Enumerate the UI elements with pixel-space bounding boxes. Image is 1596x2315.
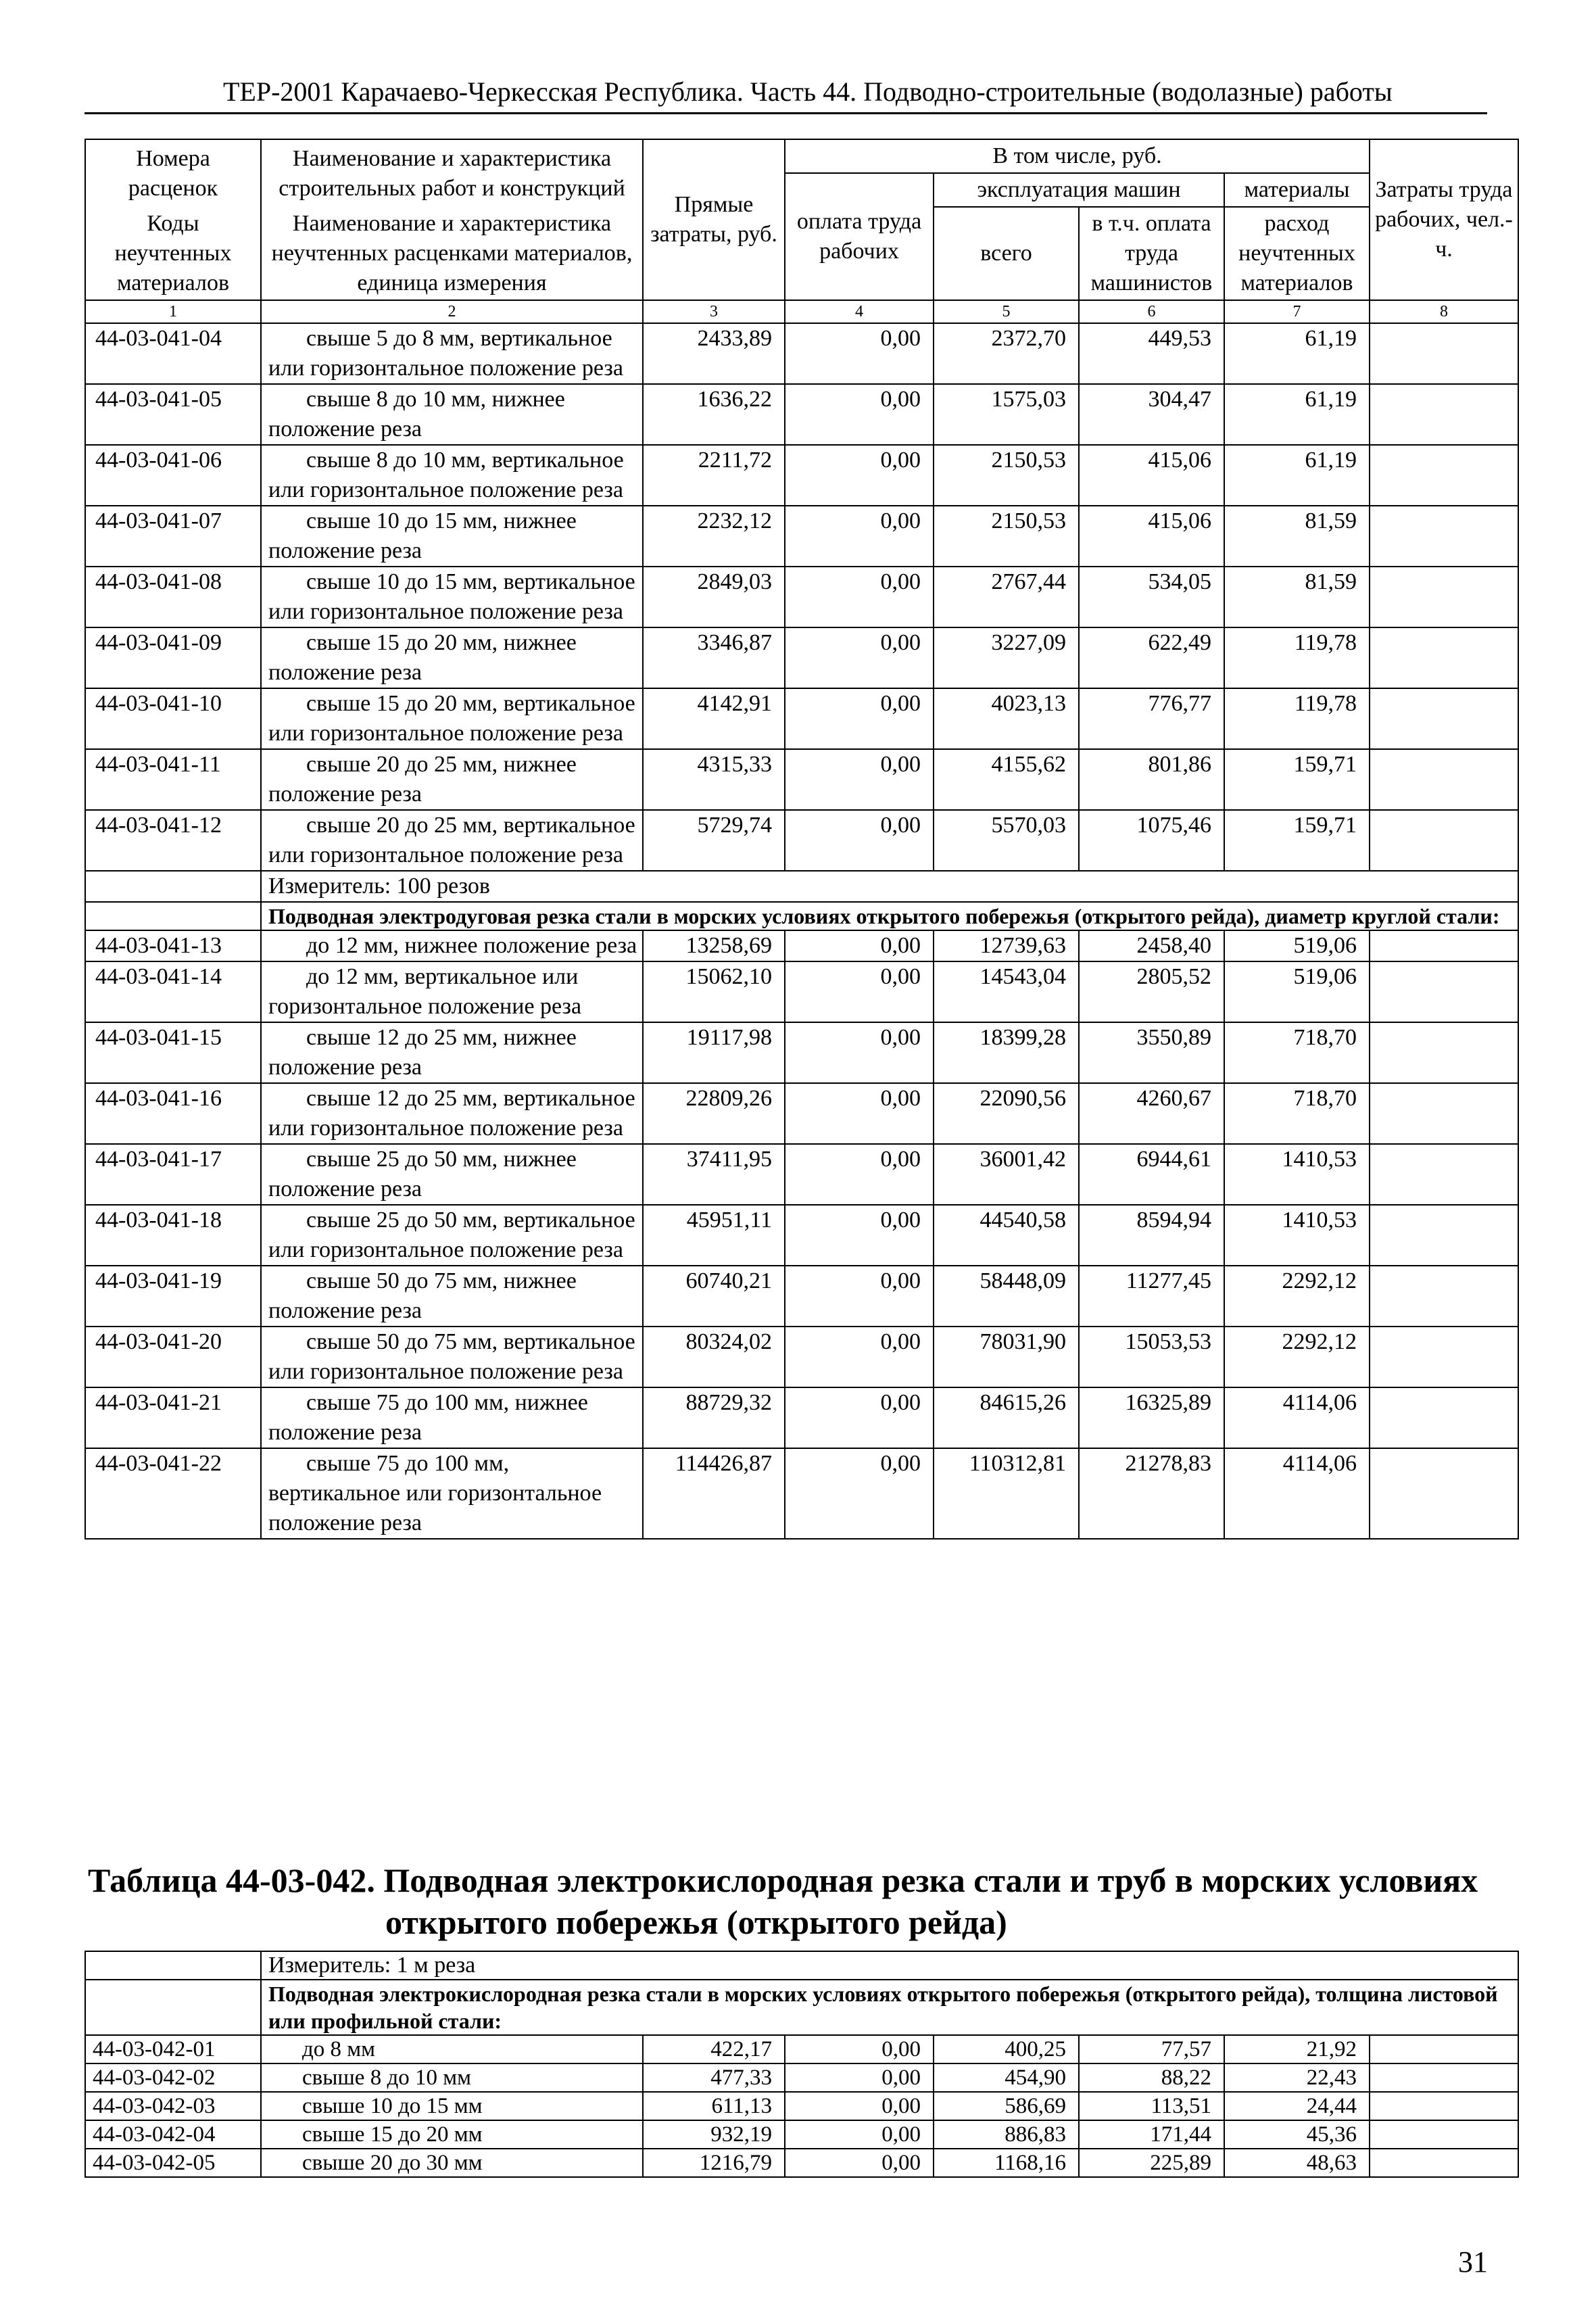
operator-labor-cost: 171,44 <box>1079 2120 1224 2149</box>
labor-hours <box>1370 1083 1518 1144</box>
machine-cost: 3227,09 <box>934 627 1079 688</box>
materials-cost: 61,19 <box>1224 323 1370 384</box>
header-rule <box>84 112 1487 114</box>
machine-cost: 586,69 <box>934 2092 1079 2120</box>
measure-unit-row <box>85 871 1518 902</box>
labor-cost: 0,00 <box>785 1144 934 1205</box>
rate-description: свыше 20 до 30 мм <box>261 2149 643 2177</box>
machine-cost: 22090,56 <box>934 1083 1079 1144</box>
machine-cost: 36001,42 <box>934 1144 1079 1205</box>
table2-title-line2: открытого побережья (открытого рейда) <box>385 1903 1007 1941</box>
operator-labor-cost: 415,06 <box>1079 445 1224 506</box>
labor-cost: 0,00 <box>785 2063 934 2092</box>
materials-cost: 519,06 <box>1224 961 1370 1022</box>
rate-code: 44-03-041-15 <box>85 1022 261 1083</box>
rate-code: 44-03-041-13 <box>85 930 261 961</box>
section-title-row <box>85 1980 1518 2035</box>
materials-cost: 81,59 <box>1224 506 1370 567</box>
operator-labor-cost: 415,06 <box>1079 506 1224 567</box>
rate-description: свыше 8 до 10 мм, вертикальное или горизонтальное положение реза <box>261 445 643 506</box>
operator-labor-cost: 1075,46 <box>1079 810 1224 871</box>
operator-labor-cost: 8594,94 <box>1079 1205 1224 1266</box>
rate-description: свыше 12 до 25 мм, вертикальное или горизонтальное положение реза <box>261 1083 643 1144</box>
operator-labor-cost: 622,49 <box>1079 627 1224 688</box>
labor-cost: 0,00 <box>785 567 934 627</box>
empty-cell <box>85 1951 261 1980</box>
rate-code: 44-03-042-02 <box>85 2063 261 2092</box>
table-row <box>85 2035 1518 2063</box>
table-row <box>85 2120 1518 2149</box>
rate-description: свыше 8 до 10 мм, нижнее положение реза <box>261 384 643 445</box>
measure-unit: Измеритель: 1 м реза <box>261 1951 1518 1980</box>
rate-code: 44-03-041-21 <box>85 1387 261 1448</box>
measure-unit: Измеритель: 100 резов <box>261 871 1518 902</box>
rate-code: 44-03-041-20 <box>85 1327 261 1387</box>
materials-cost: 119,78 <box>1224 688 1370 749</box>
materials-cost: 22,43 <box>1224 2063 1370 2092</box>
table-row <box>85 1387 1518 1448</box>
direct-cost: 88729,32 <box>643 1387 785 1448</box>
direct-cost: 22809,26 <box>643 1083 785 1144</box>
direct-cost: 60740,21 <box>643 1266 785 1327</box>
table-row <box>85 1022 1518 1083</box>
table-row <box>85 2092 1518 2120</box>
rate-description: свыше 15 до 20 мм, вертикальное или горизонтальное положение реза <box>261 688 643 749</box>
column-number: 4 <box>785 300 934 323</box>
page-number: 31 <box>1458 2245 1488 2278</box>
labor-cost: 0,00 <box>785 961 934 1022</box>
machine-cost: 4023,13 <box>934 688 1079 749</box>
materials-cost: 4114,06 <box>1224 1387 1370 1448</box>
rate-code: 44-03-041-14 <box>85 961 261 1022</box>
rate-description: свыше 10 до 15 мм, вертикальное или горизонтальное положение реза <box>261 567 643 627</box>
materials-cost: 2292,12 <box>1224 1327 1370 1387</box>
machine-cost: 454,90 <box>934 2063 1079 2092</box>
labor-cost: 0,00 <box>785 688 934 749</box>
labor-cost: 0,00 <box>785 1327 934 1387</box>
labor-cost: 0,00 <box>785 749 934 810</box>
empty-cell <box>85 1980 261 2035</box>
labor-cost: 0,00 <box>785 506 934 567</box>
materials-cost: 48,63 <box>1224 2149 1370 2177</box>
operator-labor-cost: 4260,67 <box>1079 1083 1224 1144</box>
labor-cost: 0,00 <box>785 1205 934 1266</box>
machine-cost: 2150,53 <box>934 445 1079 506</box>
labor-cost: 0,00 <box>785 1083 934 1144</box>
operator-labor-cost: 449,53 <box>1079 323 1224 384</box>
rate-description: свыше 75 до 100 мм, нижнее положение реза <box>261 1387 643 1448</box>
labor-hours <box>1370 506 1518 567</box>
measure-unit-row <box>85 1951 1518 1980</box>
rate-description: свыше 50 до 75 мм, вертикальное или горизонтальное положение реза <box>261 1327 643 1387</box>
section-title: Подводная электрокислородная резка стали в морских условиях открытого побережья (открытого рейда), толщина листовой или профильной стали: <box>261 1980 1518 2035</box>
rate-code: 44-03-041-05 <box>85 384 261 445</box>
direct-cost: 611,13 <box>643 2092 785 2120</box>
machines-group-header: эксплуатация машин <box>934 173 1224 207</box>
operator-labor-cost: 776,77 <box>1079 688 1224 749</box>
materials-cost: 2292,12 <box>1224 1266 1370 1327</box>
labor-hours <box>1370 749 1518 810</box>
direct-cost: 3346,87 <box>643 627 785 688</box>
machine-cost: 1575,03 <box>934 384 1079 445</box>
rate-code: 44-03-041-22 <box>85 1448 261 1539</box>
labor-cost: 0,00 <box>785 445 934 506</box>
page-header: ТЕР-2001 Карачаево-Черкесская Республика. Часть 44. Подводно-строительные (водолазные) работы <box>223 76 1393 107</box>
machine-cost: 886,83 <box>934 2120 1079 2149</box>
labor-cost: 0,00 <box>785 2035 934 2063</box>
rate-code: 44-03-042-04 <box>85 2120 261 2149</box>
rate-code: 44-03-041-10 <box>85 688 261 749</box>
table-row <box>85 1327 1518 1387</box>
labor-hours <box>1370 567 1518 627</box>
rate-code: 44-03-042-05 <box>85 2149 261 2177</box>
table-row <box>85 2063 1518 2092</box>
machine-cost: 400,25 <box>934 2035 1079 2063</box>
table-row <box>85 749 1518 810</box>
labor-cost: 0,00 <box>785 627 934 688</box>
labor-cost: 0,00 <box>785 1266 934 1327</box>
column-number: 1 <box>85 300 261 323</box>
labor-hours <box>1370 1144 1518 1205</box>
rate-description: свыше 20 до 25 мм, нижнее положение реза <box>261 749 643 810</box>
operator-labor-cost: 801,86 <box>1079 749 1224 810</box>
operator-labor-cost: 2458,40 <box>1079 930 1224 961</box>
group-header: В том числе, руб. <box>785 139 1370 173</box>
machine-cost: 84615,26 <box>934 1387 1079 1448</box>
table-body <box>85 300 1518 1539</box>
rate-code: 44-03-041-06 <box>85 445 261 506</box>
rate-description: свыше 75 до 100 мм, вертикальное или горизонтальное положение реза <box>261 1448 643 1539</box>
rate-code: 44-03-041-07 <box>85 506 261 567</box>
labor-hours <box>1370 1387 1518 1448</box>
labor-hours <box>1370 688 1518 749</box>
operator-labor-cost: 304,47 <box>1079 384 1224 445</box>
table-row <box>85 2149 1518 2177</box>
rates-table-042 <box>84 1951 1519 2178</box>
machine-cost: 110312,81 <box>934 1448 1079 1539</box>
table2-title-line1: Таблица 44-03-042. Подводная электрокислородная резка стали и труб в морских условиях <box>88 1861 1478 1899</box>
col5-header: всего <box>934 207 1079 300</box>
rate-code: 44-03-041-11 <box>85 749 261 810</box>
table-row <box>85 1205 1518 1266</box>
col6-header: в т.ч. оплата труда машинистов <box>1079 207 1224 300</box>
direct-cost: 19117,98 <box>643 1022 785 1083</box>
table2-title <box>88 1859 1562 1943</box>
materials-cost: 519,06 <box>1224 930 1370 961</box>
column-number: 6 <box>1079 300 1224 323</box>
rates-table <box>84 139 1519 1540</box>
col3-header: Прямые затраты, руб. <box>643 139 785 300</box>
rate-code: 44-03-042-01 <box>85 2035 261 2063</box>
machine-cost: 12739,63 <box>934 930 1079 961</box>
materials-cost: 61,19 <box>1224 384 1370 445</box>
direct-cost: 1216,79 <box>643 2149 785 2177</box>
rate-code: 44-03-041-19 <box>85 1266 261 1327</box>
rate-description: свыше 10 до 15 мм, нижнее положение реза <box>261 506 643 567</box>
empty-cell <box>85 871 261 902</box>
operator-labor-cost: 534,05 <box>1079 567 1224 627</box>
col1-header-top: Номера расценок <box>85 139 261 207</box>
labor-hours <box>1370 627 1518 688</box>
labor-hours <box>1370 2092 1518 2120</box>
materials-cost: 159,71 <box>1224 749 1370 810</box>
col2-header-bottom: Наименование и характеристика неучтенных расценками материалов, единица измерения <box>261 207 643 300</box>
direct-cost: 4142,91 <box>643 688 785 749</box>
materials-cost: 159,71 <box>1224 810 1370 871</box>
operator-labor-cost: 11277,45 <box>1079 1266 1224 1327</box>
materials-cost: 718,70 <box>1224 1083 1370 1144</box>
rate-description: свыше 8 до 10 мм <box>261 2063 643 2092</box>
labor-hours <box>1370 2149 1518 2177</box>
machine-cost: 44540,58 <box>934 1205 1079 1266</box>
materials-cost: 4114,06 <box>1224 1448 1370 1539</box>
machine-cost: 14543,04 <box>934 961 1079 1022</box>
direct-cost: 1636,22 <box>643 384 785 445</box>
machine-cost: 78031,90 <box>934 1327 1079 1387</box>
operator-labor-cost: 88,22 <box>1079 2063 1224 2092</box>
labor-cost: 0,00 <box>785 930 934 961</box>
col8-header: Затраты труда рабочих, чел.-ч. <box>1370 139 1518 300</box>
table-row <box>85 1448 1518 1539</box>
table2-body <box>85 1951 1518 2177</box>
rate-description: свыше 50 до 75 мм, нижнее положение реза <box>261 1266 643 1327</box>
rate-code: 44-03-041-04 <box>85 323 261 384</box>
direct-cost: 114426,87 <box>643 1448 785 1539</box>
labor-hours <box>1370 2120 1518 2149</box>
materials-cost: 24,44 <box>1224 2092 1370 2120</box>
rate-description: свыше 15 до 20 мм, нижнее положение реза <box>261 627 643 688</box>
labor-cost: 0,00 <box>785 1448 934 1539</box>
col7-header: расход неучтенных материалов <box>1224 207 1370 300</box>
labor-hours <box>1370 930 1518 961</box>
direct-cost: 37411,95 <box>643 1144 785 1205</box>
table-row <box>85 567 1518 627</box>
labor-cost: 0,00 <box>785 2092 934 2120</box>
col1-header-bottom: Коды неучтенных материалов <box>85 207 261 300</box>
column-numbers-row <box>85 300 1518 323</box>
direct-cost: 15062,10 <box>643 961 785 1022</box>
rate-description: свыше 25 до 50 мм, вертикальное или горизонтальное положение реза <box>261 1205 643 1266</box>
labor-cost: 0,00 <box>785 2149 934 2177</box>
labor-hours <box>1370 1266 1518 1327</box>
operator-labor-cost: 16325,89 <box>1079 1387 1224 1448</box>
table-row <box>85 1266 1518 1327</box>
direct-cost: 2211,72 <box>643 445 785 506</box>
direct-cost: 13258,69 <box>643 930 785 961</box>
table-row <box>85 810 1518 871</box>
rate-description: до 8 мм <box>261 2035 643 2063</box>
column-number: 7 <box>1224 300 1370 323</box>
column-number: 8 <box>1370 300 1518 323</box>
rate-description: свыше 20 до 25 мм, вертикальное или горизонтальное положение реза <box>261 810 643 871</box>
labor-hours <box>1370 323 1518 384</box>
operator-labor-cost: 15053,53 <box>1079 1327 1224 1387</box>
machine-cost: 5570,03 <box>934 810 1079 871</box>
rate-code: 44-03-041-18 <box>85 1205 261 1266</box>
direct-cost: 932,19 <box>643 2120 785 2149</box>
empty-cell <box>85 902 261 930</box>
table-row <box>85 384 1518 445</box>
machine-cost: 18399,28 <box>934 1022 1079 1083</box>
rate-code: 44-03-041-08 <box>85 567 261 627</box>
labor-hours <box>1370 2063 1518 2092</box>
labor-hours <box>1370 445 1518 506</box>
table-row <box>85 445 1518 506</box>
direct-cost: 2232,12 <box>643 506 785 567</box>
rate-code: 44-03-042-03 <box>85 2092 261 2120</box>
labor-hours <box>1370 2035 1518 2063</box>
column-number: 3 <box>643 300 785 323</box>
operator-labor-cost: 225,89 <box>1079 2149 1224 2177</box>
rate-description: свыше 25 до 50 мм, нижнее положение реза <box>261 1144 643 1205</box>
table-row <box>85 506 1518 567</box>
direct-cost: 4315,33 <box>643 749 785 810</box>
machine-cost: 2767,44 <box>934 567 1079 627</box>
direct-cost: 2849,03 <box>643 567 785 627</box>
col4-header: оплата труда рабочих <box>785 173 934 300</box>
labor-cost: 0,00 <box>785 2120 934 2149</box>
materials-cost: 61,19 <box>1224 445 1370 506</box>
labor-cost: 0,00 <box>785 810 934 871</box>
direct-cost: 80324,02 <box>643 1327 785 1387</box>
rate-description: свыше 15 до 20 мм <box>261 2120 643 2149</box>
rate-description: свыше 12 до 25 мм, нижнее положение реза <box>261 1022 643 1083</box>
labor-cost: 0,00 <box>785 323 934 384</box>
labor-cost: 0,00 <box>785 384 934 445</box>
rate-code: 44-03-041-16 <box>85 1083 261 1144</box>
rate-description: свыше 10 до 15 мм <box>261 2092 643 2120</box>
operator-labor-cost: 21278,83 <box>1079 1448 1224 1539</box>
labor-cost: 0,00 <box>785 1387 934 1448</box>
table-row <box>85 1083 1518 1144</box>
materials-cost: 21,92 <box>1224 2035 1370 2063</box>
column-number: 5 <box>934 300 1079 323</box>
direct-cost: 5729,74 <box>643 810 785 871</box>
labor-hours <box>1370 1022 1518 1083</box>
operator-labor-cost: 113,51 <box>1079 2092 1224 2120</box>
section-title: Подводная электродуговая резка стали в морских условиях открытого побережья (открытого рейда), диаметр круглой стали: <box>261 902 1518 930</box>
table-row <box>85 961 1518 1022</box>
table-header <box>85 139 1518 300</box>
table-row <box>85 930 1518 961</box>
materials-cost: 1410,53 <box>1224 1205 1370 1266</box>
labor-hours <box>1370 1205 1518 1266</box>
labor-hours <box>1370 810 1518 871</box>
section-title-row <box>85 902 1518 930</box>
machine-cost: 2150,53 <box>934 506 1079 567</box>
operator-labor-cost: 77,57 <box>1079 2035 1224 2063</box>
operator-labor-cost: 6944,61 <box>1079 1144 1224 1205</box>
table-row <box>85 1144 1518 1205</box>
materials-cost: 81,59 <box>1224 567 1370 627</box>
direct-cost: 2433,89 <box>643 323 785 384</box>
rate-code: 44-03-041-09 <box>85 627 261 688</box>
materials-cost: 119,78 <box>1224 627 1370 688</box>
rate-description: до 12 мм, нижнее положение реза <box>261 930 643 961</box>
table-row <box>85 627 1518 688</box>
machine-cost: 4155,62 <box>934 749 1079 810</box>
labor-hours <box>1370 961 1518 1022</box>
operator-labor-cost: 2805,52 <box>1079 961 1224 1022</box>
direct-cost: 477,33 <box>643 2063 785 2092</box>
operator-labor-cost: 3550,89 <box>1079 1022 1224 1083</box>
direct-cost: 422,17 <box>643 2035 785 2063</box>
table-row <box>85 688 1518 749</box>
materials-group-header: материалы <box>1224 173 1370 207</box>
materials-cost: 718,70 <box>1224 1022 1370 1083</box>
rate-code: 44-03-041-17 <box>85 1144 261 1205</box>
materials-cost: 45,36 <box>1224 2120 1370 2149</box>
labor-cost: 0,00 <box>785 1022 934 1083</box>
rate-code: 44-03-041-12 <box>85 810 261 871</box>
labor-hours <box>1370 1448 1518 1539</box>
labor-hours <box>1370 384 1518 445</box>
machine-cost: 2372,70 <box>934 323 1079 384</box>
rate-description: до 12 мм, вертикальное или горизонтальное положение реза <box>261 961 643 1022</box>
rate-description: свыше 5 до 8 мм, вертикальное или горизонтальное положение реза <box>261 323 643 384</box>
machine-cost: 58448,09 <box>934 1266 1079 1327</box>
table-row <box>85 323 1518 384</box>
labor-hours <box>1370 1327 1518 1387</box>
col2-header-top: Наименование и характеристика строительных работ и конструкций <box>261 139 643 207</box>
materials-cost: 1410,53 <box>1224 1144 1370 1205</box>
machine-cost: 1168,16 <box>934 2149 1079 2177</box>
direct-cost: 45951,11 <box>643 1205 785 1266</box>
column-number: 2 <box>261 300 643 323</box>
